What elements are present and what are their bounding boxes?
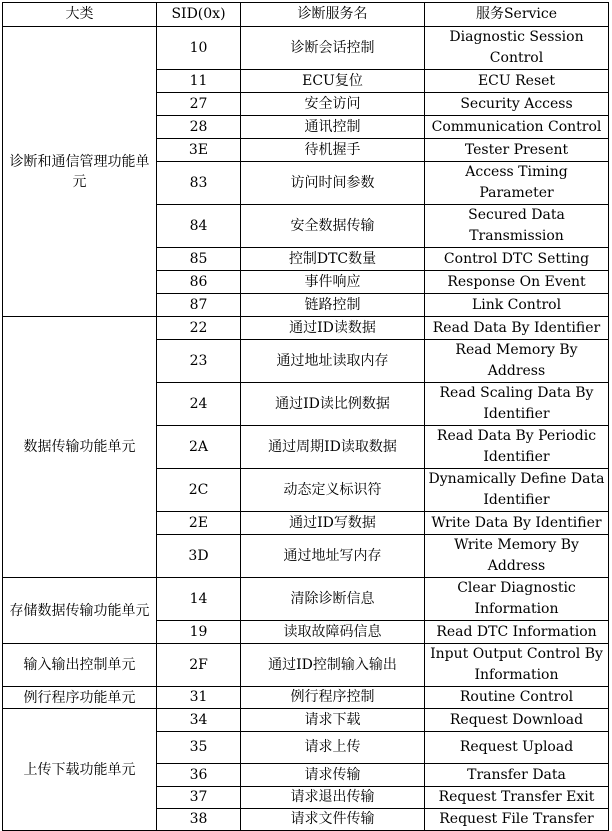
sid-cell: 36 <box>157 764 241 787</box>
table-row <box>3 317 609 340</box>
name-cell: 事件响应 <box>241 271 425 294</box>
service-cell: Read Scaling Data By Identifier <box>425 383 609 426</box>
sid-cell: 11 <box>157 70 241 93</box>
sid-cell: 2E <box>157 512 241 535</box>
service-cell: Read Memory By Address <box>425 340 609 383</box>
sid-cell: 22 <box>157 317 241 340</box>
sid-cell: 2C <box>157 469 241 512</box>
table-row <box>3 644 609 687</box>
name-cell: 请求文件传输 <box>241 809 425 831</box>
table-body <box>3 27 609 831</box>
service-cell: Request Upload <box>425 732 609 764</box>
service-cell: Communication Control <box>425 116 609 139</box>
sid-cell: 27 <box>157 93 241 116</box>
service-cell: Access Timing Parameter <box>425 162 609 205</box>
sid-cell: 87 <box>157 294 241 317</box>
service-cell: Dynamically Define Data Identifier <box>425 469 609 512</box>
service-cell: Request File Transfer <box>425 809 609 831</box>
table-row <box>3 27 609 70</box>
name-cell: 通过ID控制输入输出 <box>241 644 425 687</box>
table-row <box>3 578 609 621</box>
sid-cell: 34 <box>157 709 241 732</box>
name-cell: 通过地址读取内存 <box>241 340 425 383</box>
service-cell: Request Download <box>425 709 609 732</box>
sid-cell: 10 <box>157 27 241 70</box>
name-cell: 请求传输 <box>241 764 425 787</box>
sid-cell: 2F <box>157 644 241 687</box>
name-cell: 读取故障码信息 <box>241 621 425 644</box>
name-cell: 通过ID写数据 <box>241 512 425 535</box>
sid-cell: 3E <box>157 139 241 162</box>
name-cell: 待机握手 <box>241 139 425 162</box>
name-cell: 安全数据传输 <box>241 205 425 248</box>
header-category: 大类 <box>3 3 157 27</box>
sid-cell: 84 <box>157 205 241 248</box>
service-cell: Secured Data Transmission <box>425 205 609 248</box>
header-row <box>3 3 609 27</box>
name-cell: 通讯控制 <box>241 116 425 139</box>
sid-cell: 85 <box>157 248 241 271</box>
category-cell: 数据传输功能单元 <box>3 317 157 578</box>
name-cell: 访问时间参数 <box>241 162 425 205</box>
service-cell: Read Data By Identifier <box>425 317 609 340</box>
name-cell: 通过周期ID读取数据 <box>241 426 425 469</box>
uds-service-table <box>2 2 609 831</box>
sid-cell: 23 <box>157 340 241 383</box>
sid-cell: 35 <box>157 732 241 764</box>
header-service: 服务Service <box>425 3 609 27</box>
name-cell: 请求退出传输 <box>241 787 425 809</box>
service-cell: Transfer Data <box>425 764 609 787</box>
name-cell: 通过地址写内存 <box>241 535 425 578</box>
name-cell: 通过ID读比例数据 <box>241 383 425 426</box>
sid-cell: 19 <box>157 621 241 644</box>
sid-cell: 31 <box>157 687 241 709</box>
service-cell: Read Data By Periodic Identifier <box>425 426 609 469</box>
service-cell: Write Memory By Address <box>425 535 609 578</box>
name-cell: 链路控制 <box>241 294 425 317</box>
service-cell: Request Transfer Exit <box>425 787 609 809</box>
header-sid: SID(0x) <box>157 3 241 27</box>
sid-cell: 37 <box>157 787 241 809</box>
name-cell: 控制DTC数量 <box>241 248 425 271</box>
sid-cell: 28 <box>157 116 241 139</box>
service-cell: Security Access <box>425 93 609 116</box>
name-cell: 诊断会话控制 <box>241 27 425 70</box>
sid-cell: 2A <box>157 426 241 469</box>
category-cell: 例行程序功能单元 <box>3 687 157 709</box>
service-cell: Tester Present <box>425 139 609 162</box>
service-cell: Control DTC Setting <box>425 248 609 271</box>
name-cell: 安全访问 <box>241 93 425 116</box>
sid-cell: 86 <box>157 271 241 294</box>
name-cell: 例行程序控制 <box>241 687 425 709</box>
service-cell: ECU Reset <box>425 70 609 93</box>
sid-cell: 38 <box>157 809 241 831</box>
category-cell: 诊断和通信管理功能单元 <box>3 27 157 317</box>
service-cell: Link Control <box>425 294 609 317</box>
sid-cell: 24 <box>157 383 241 426</box>
category-cell: 上传下载功能单元 <box>3 709 157 831</box>
sid-cell: 3D <box>157 535 241 578</box>
table-row <box>3 709 609 732</box>
table-row <box>3 687 609 709</box>
sid-cell: 83 <box>157 162 241 205</box>
sid-cell: 14 <box>157 578 241 621</box>
service-cell: Clear Diagnostic Information <box>425 578 609 621</box>
name-cell: 请求下载 <box>241 709 425 732</box>
service-cell: Diagnostic Session Control <box>425 27 609 70</box>
name-cell: ECU复位 <box>241 70 425 93</box>
category-cell: 输入输出控制单元 <box>3 644 157 687</box>
service-cell: Routine Control <box>425 687 609 709</box>
service-cell: Response On Event <box>425 271 609 294</box>
service-cell: Read DTC Information <box>425 621 609 644</box>
name-cell: 清除诊断信息 <box>241 578 425 621</box>
service-cell: Write Data By Identifier <box>425 512 609 535</box>
name-cell: 请求上传 <box>241 732 425 764</box>
service-cell: Input Output Control By Information <box>425 644 609 687</box>
header-name: 诊断服务名 <box>241 3 425 27</box>
name-cell: 通过ID读数据 <box>241 317 425 340</box>
category-cell: 存储数据传输功能单元 <box>3 578 157 644</box>
name-cell: 动态定义标识符 <box>241 469 425 512</box>
